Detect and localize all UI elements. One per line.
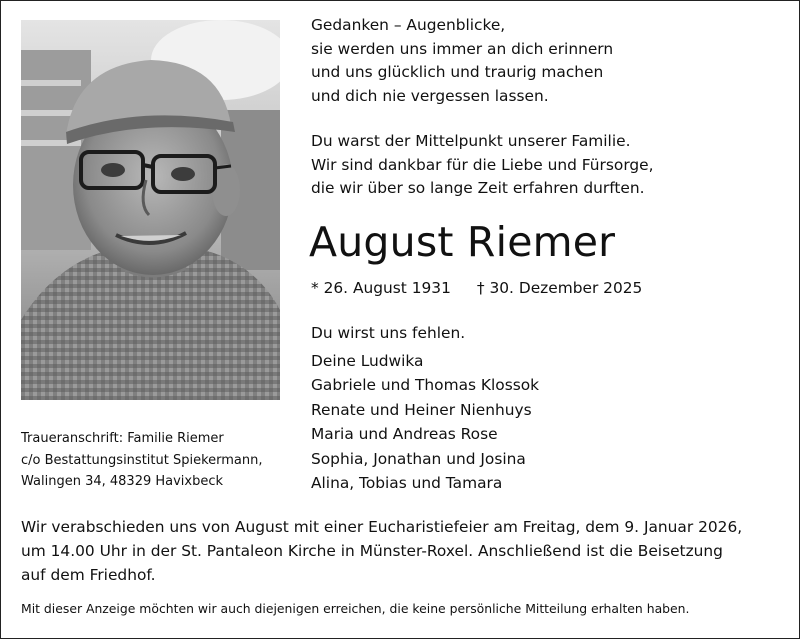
mourner: Sophia, Jonathan und Josina [311,449,526,468]
farewell-line: Du wirst uns fehlen. [311,324,466,342]
poem-line: die wir über so lange Zeit erfahren durften. [311,179,645,198]
life-dates [311,276,642,300]
mourner: Deine Ludwika [311,352,424,370]
footnote: Mit dieser Anzeige möchten wir auch diejenigen erreichen, die keine persönliche Mitteilung erhalten haben. [21,601,690,616]
deceased-name: August Riemer [309,218,616,266]
poem-line: Du warst der Mittelpunkt unserer Familie. [311,132,631,150]
birth-date: * 26. August 1931 [311,279,451,297]
poem-stanza-2 [311,130,654,201]
ceremony-info [21,515,781,587]
mourning-address [21,428,263,493]
ceremony-line: um 14.00 Uhr in der St. Pantaleon Kirche in Münster-Roxel. Anschließend ist die Beisetzung [21,542,723,560]
address-line: c/o Bestattungsinstitut Spiekermann, [21,452,263,468]
address-line: Traueranschrift: Familie Riemer [21,431,224,446]
mourner: Gabriele und Thomas Klossok [311,376,540,395]
mourner: Renate und Heiner Nienhuys [311,400,532,419]
mourner: Alina, Tobias und Tamara [311,474,503,493]
poem-line: Wir sind dankbar für die Liebe und Fürsorge, [311,155,654,174]
mourners-list [311,349,539,495]
portrait-photo [21,20,280,400]
poem-line: Gedanken – Augenblicke, [311,16,506,34]
poem-line: und uns glücklich und traurig machen [311,63,604,82]
poem-line: sie werden uns immer an dich erinnern [311,39,614,58]
poem-line: und dich nie vergessen lassen. [311,86,549,105]
ceremony-line: auf dem Friedhof. [21,566,156,584]
mourner: Maria und Andreas Rose [311,425,498,444]
death-date: † 30. Dezember 2025 [476,279,643,297]
address-line: Walingen 34, 48329 Havixbeck [21,474,224,489]
poem-stanza-1 [311,14,613,108]
ceremony-line: Wir verabschieden uns von August mit einer Eucharistiefeier am Freitag, dem 9. Januar 2026, [21,518,743,536]
